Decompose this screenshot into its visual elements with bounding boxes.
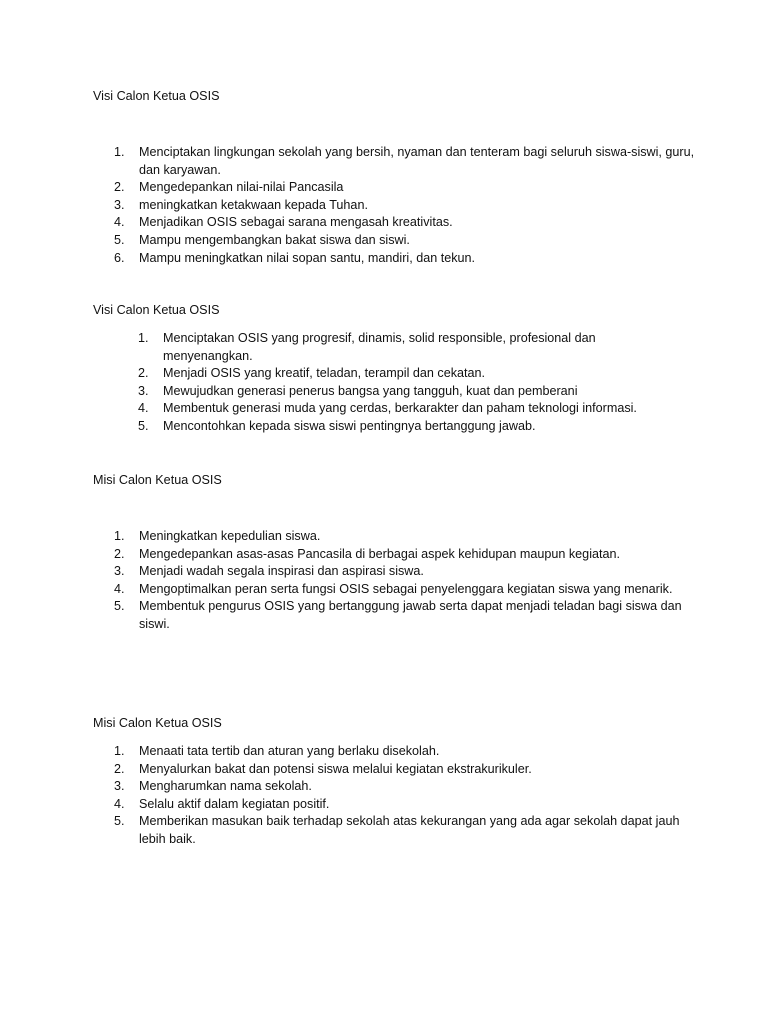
- list-item: [114, 563, 699, 581]
- list-item-text: Mewujudkan generasi penerus bangsa yang tangguh, kuat dan pemberani: [163, 383, 578, 398]
- list-item-text: Menaati tata tertib dan aturan yang berlaku disekolah.: [139, 744, 440, 758]
- list-item-text: Mengoptimalkan peran serta fungsi OSIS sebagai penyelenggara kegiatan siswa yang menarik.: [139, 581, 673, 596]
- list-item-text: meningkatkan ketakwaan kepada Tuhan.: [139, 197, 368, 212]
- list-number: 2.: [114, 761, 125, 776]
- list-item-text: Menjadi wadah segala inspirasi dan aspirasi siswa.: [139, 564, 424, 579]
- list-item-text: Mengharumkan nama sekolah.: [139, 779, 312, 794]
- list-number: 1.: [114, 529, 125, 543]
- list-item: [138, 418, 683, 436]
- list-number: 3.: [114, 197, 125, 212]
- list-item: [114, 778, 699, 796]
- list-item: [114, 197, 699, 215]
- list-item-text: Mampu meningkatkan nilai sopan santu, mandiri, dan tekun.: [139, 250, 476, 265]
- visi-list-2: [138, 330, 683, 436]
- list-number: 5.: [138, 418, 149, 433]
- list-item: [114, 546, 699, 564]
- list-item: [138, 365, 683, 383]
- section-heading-misi-2: Misi Calon Ketua OSIS: [93, 716, 222, 730]
- list-number: 2.: [114, 546, 125, 561]
- list-item: [138, 400, 683, 418]
- section-heading-visi-1: Visi Calon Ketua OSIS: [93, 89, 220, 103]
- section-heading-misi-1: Misi Calon Ketua OSIS: [93, 473, 222, 487]
- list-number: 2.: [114, 180, 125, 195]
- list-item-text: Menyalurkan bakat dan potensi siswa melalui kegiatan ekstrakurikuler.: [139, 761, 532, 776]
- list-item: [114, 179, 699, 197]
- list-item-text: Membentuk generasi muda yang cerdas, berkarakter dan paham teknologi informasi.: [163, 401, 637, 416]
- list-item: [114, 232, 699, 250]
- list-item-text: Membentuk pengurus OSIS yang bertanggung jawab serta dapat menjadi teladan bagi siswa dan siswi.: [139, 599, 682, 631]
- list-item: [114, 581, 699, 599]
- list-number: 1.: [114, 145, 125, 159]
- list-item-text: Menciptakan OSIS yang progresif, dinamis, solid responsible, profesional dan menyenangkan.: [163, 331, 596, 363]
- list-item: [114, 528, 699, 546]
- list-number: 3.: [138, 383, 149, 398]
- section-heading-visi-2: Visi Calon Ketua OSIS: [93, 303, 220, 317]
- list-item-text: Mampu mengembangkan bakat siswa dan siswi.: [139, 232, 410, 247]
- list-item-text: Mengedepankan nilai-nilai Pancasila: [139, 180, 344, 195]
- list-item-text: Memberikan masukan baik terhadap sekolah atas kekurangan yang ada agar sekolah dapat jauh lebih baik.: [139, 814, 680, 846]
- list-item-text: Menciptakan lingkungan sekolah yang bersih, nyaman dan tenteram bagi seluruh siswa-siswi, guru, dan karyawan.: [139, 145, 695, 177]
- list-item-text: Menjadikan OSIS sebagai sarana mengasah kreativitas.: [139, 215, 453, 230]
- visi-list-1: [114, 144, 699, 267]
- list-item-text: Selalu aktif dalam kegiatan positif.: [139, 796, 330, 811]
- list-number: 3.: [114, 564, 125, 579]
- list-item-text: Mengedepankan asas-asas Pancasila di berbagai aspek kehidupan maupun kegiatan.: [139, 546, 620, 561]
- list-item: [114, 250, 699, 268]
- list-item: [114, 813, 699, 848]
- list-number: 4.: [114, 215, 125, 230]
- list-item: [114, 598, 699, 633]
- list-item: [138, 330, 683, 365]
- list-item-text: Meningkatkan kepedulian siswa.: [139, 529, 321, 543]
- list-item: [114, 743, 699, 761]
- list-number: 5.: [114, 599, 125, 614]
- list-item-text: Menjadi OSIS yang kreatif, teladan, terampil dan cekatan.: [163, 366, 486, 381]
- list-number: 4.: [114, 581, 125, 596]
- list-number: 6.: [114, 250, 125, 265]
- list-item: [114, 796, 699, 814]
- list-number: 3.: [114, 779, 125, 794]
- list-number: 5.: [114, 814, 125, 829]
- misi-list-2: [114, 743, 699, 849]
- list-item-text: Mencontohkan kepada siswa siswi pentingnya bertanggung jawab.: [163, 418, 536, 433]
- list-item: [114, 214, 699, 232]
- list-item: [138, 383, 683, 401]
- list-number: 2.: [138, 366, 149, 381]
- list-number: 1.: [138, 331, 149, 345]
- list-number: 5.: [114, 232, 125, 247]
- list-number: 1.: [114, 744, 125, 758]
- list-number: 4.: [114, 796, 125, 811]
- list-number: 4.: [138, 401, 149, 416]
- misi-list-1: [114, 528, 699, 634]
- list-item: [114, 761, 699, 779]
- list-item: [114, 144, 699, 179]
